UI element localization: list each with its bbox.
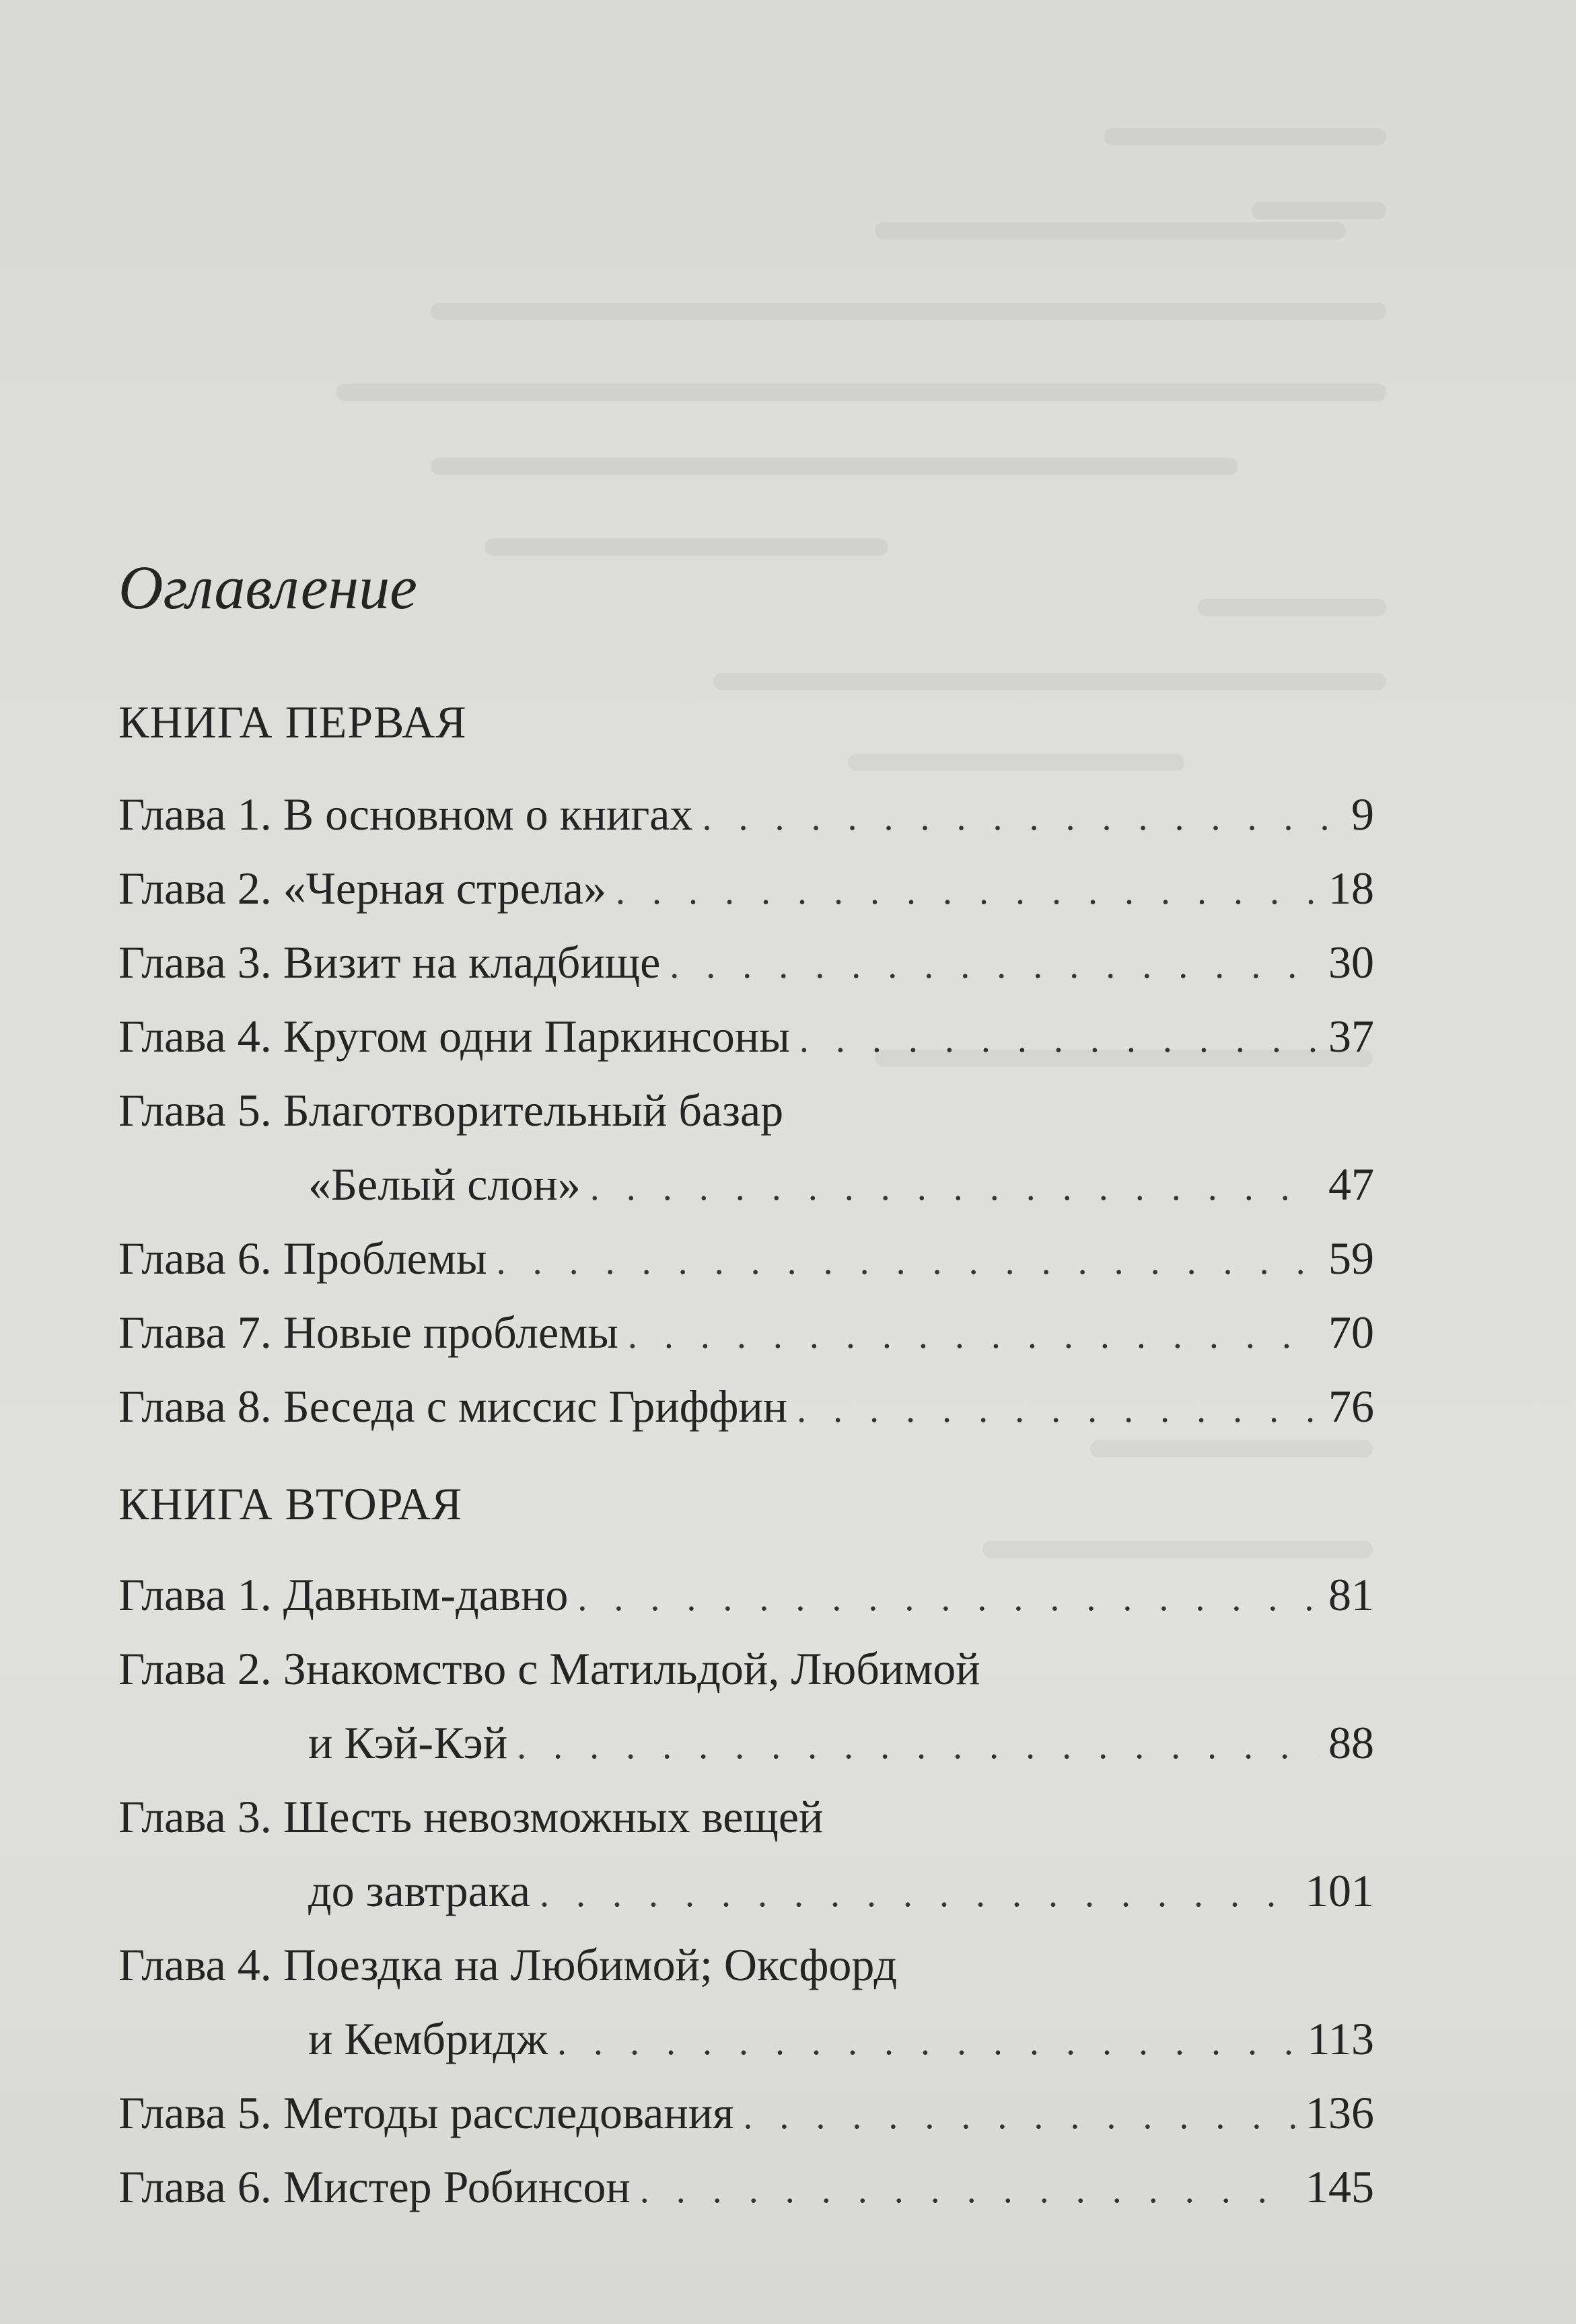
entry-label: Глава 3. Визит на кладбище (118, 937, 661, 988)
entry-label: Глава 1. В основном о книгах (118, 789, 693, 840)
entry-page-number: 88 (1328, 1717, 1374, 1768)
entry-page-number: 81 (1328, 1569, 1374, 1620)
entry-label: Глава 5. Методы расследования (118, 2087, 734, 2138)
dot-leader (743, 2079, 1296, 2153)
toc-entry (118, 1369, 1374, 1443)
toc-heading: Оглавление (118, 553, 418, 622)
entry-page-number: 76 (1328, 1381, 1374, 1432)
entry-label-continued: до завтрака (308, 1865, 530, 1916)
dot-leader (616, 855, 1319, 929)
entry-page-number: 113 (1307, 2013, 1374, 2064)
entry-page-number: 30 (1328, 937, 1374, 988)
entry-label: Глава 1. Давным-давно (118, 1569, 569, 1620)
book-two-title: КНИГА ВТОРАЯ (118, 1478, 463, 1529)
entry-label: Глава 6. Мистер Робинсон (118, 2161, 631, 2212)
entry-label: Глава 8. Беседа с миссис Гриффин (118, 1381, 788, 1432)
toc-entry (118, 851, 1374, 925)
entry-label: Глава 6. Проблемы (118, 1233, 487, 1284)
toc-entry (118, 1558, 1374, 1632)
entry-page-number: 47 (1328, 1159, 1374, 1210)
toc-entry (118, 2150, 1374, 2224)
entry-label: Глава 2. «Черная стрела» (118, 863, 606, 914)
toc-entry (118, 1780, 1374, 1928)
entry-label: Глава 4. Поездка на Любимой; Оксфорд (118, 1939, 898, 1990)
book-one-title: КНИГА ПЕРВАЯ (118, 696, 467, 748)
entry-label: Глава 7. Новые проблемы (118, 1307, 618, 1358)
entry-label: Глава 5. Благотворительный базар (118, 1085, 784, 1136)
toc-entry (118, 2076, 1374, 2150)
entry-label-continued: и Кембридж (308, 2013, 548, 2064)
entry-page-number: 9 (1351, 789, 1374, 840)
entry-page-number: 18 (1328, 863, 1374, 914)
dot-leader (497, 1225, 1319, 1299)
entry-page-number: 70 (1328, 1307, 1374, 1358)
entry-page-number: 101 (1305, 1865, 1374, 1916)
entry-label: Глава 2. Знакомство с Матильдой, Любимой (118, 1643, 980, 1694)
toc-entry (118, 1295, 1374, 1369)
dot-leader (540, 1857, 1296, 1931)
entry-page-number: 59 (1328, 1233, 1374, 1284)
dot-leader (517, 1709, 1319, 1783)
entry-label-continued: и Кэй-Кэй (308, 1717, 508, 1768)
dot-leader (628, 1299, 1319, 1373)
entry-page-number: 145 (1305, 2161, 1374, 2212)
toc-entry (118, 777, 1374, 851)
dot-leader (799, 1003, 1319, 1077)
dot-leader (640, 2153, 1296, 2227)
toc-entry (118, 925, 1374, 999)
dot-leader (577, 1561, 1319, 1635)
toc-entry (118, 1928, 1374, 2076)
entry-label: Глава 3. Шесть невозможных вещей (118, 1791, 824, 1842)
dot-leader (557, 2005, 1298, 2079)
toc-entry (118, 1632, 1374, 1780)
dot-leader (590, 1151, 1319, 1225)
dot-leader (670, 929, 1319, 1003)
toc-entry (118, 999, 1374, 1073)
entry-page-number: 37 (1328, 1011, 1374, 1062)
entry-label-continued: «Белый слон» (308, 1159, 581, 1210)
entry-page-number: 136 (1305, 2087, 1374, 2138)
dot-leader (797, 1373, 1319, 1447)
dot-leader (702, 780, 1342, 855)
toc-entry (118, 1221, 1374, 1295)
entry-label: Глава 4. Кругом одни Паркинсоны (118, 1011, 790, 1062)
toc-entry (118, 1073, 1374, 1221)
